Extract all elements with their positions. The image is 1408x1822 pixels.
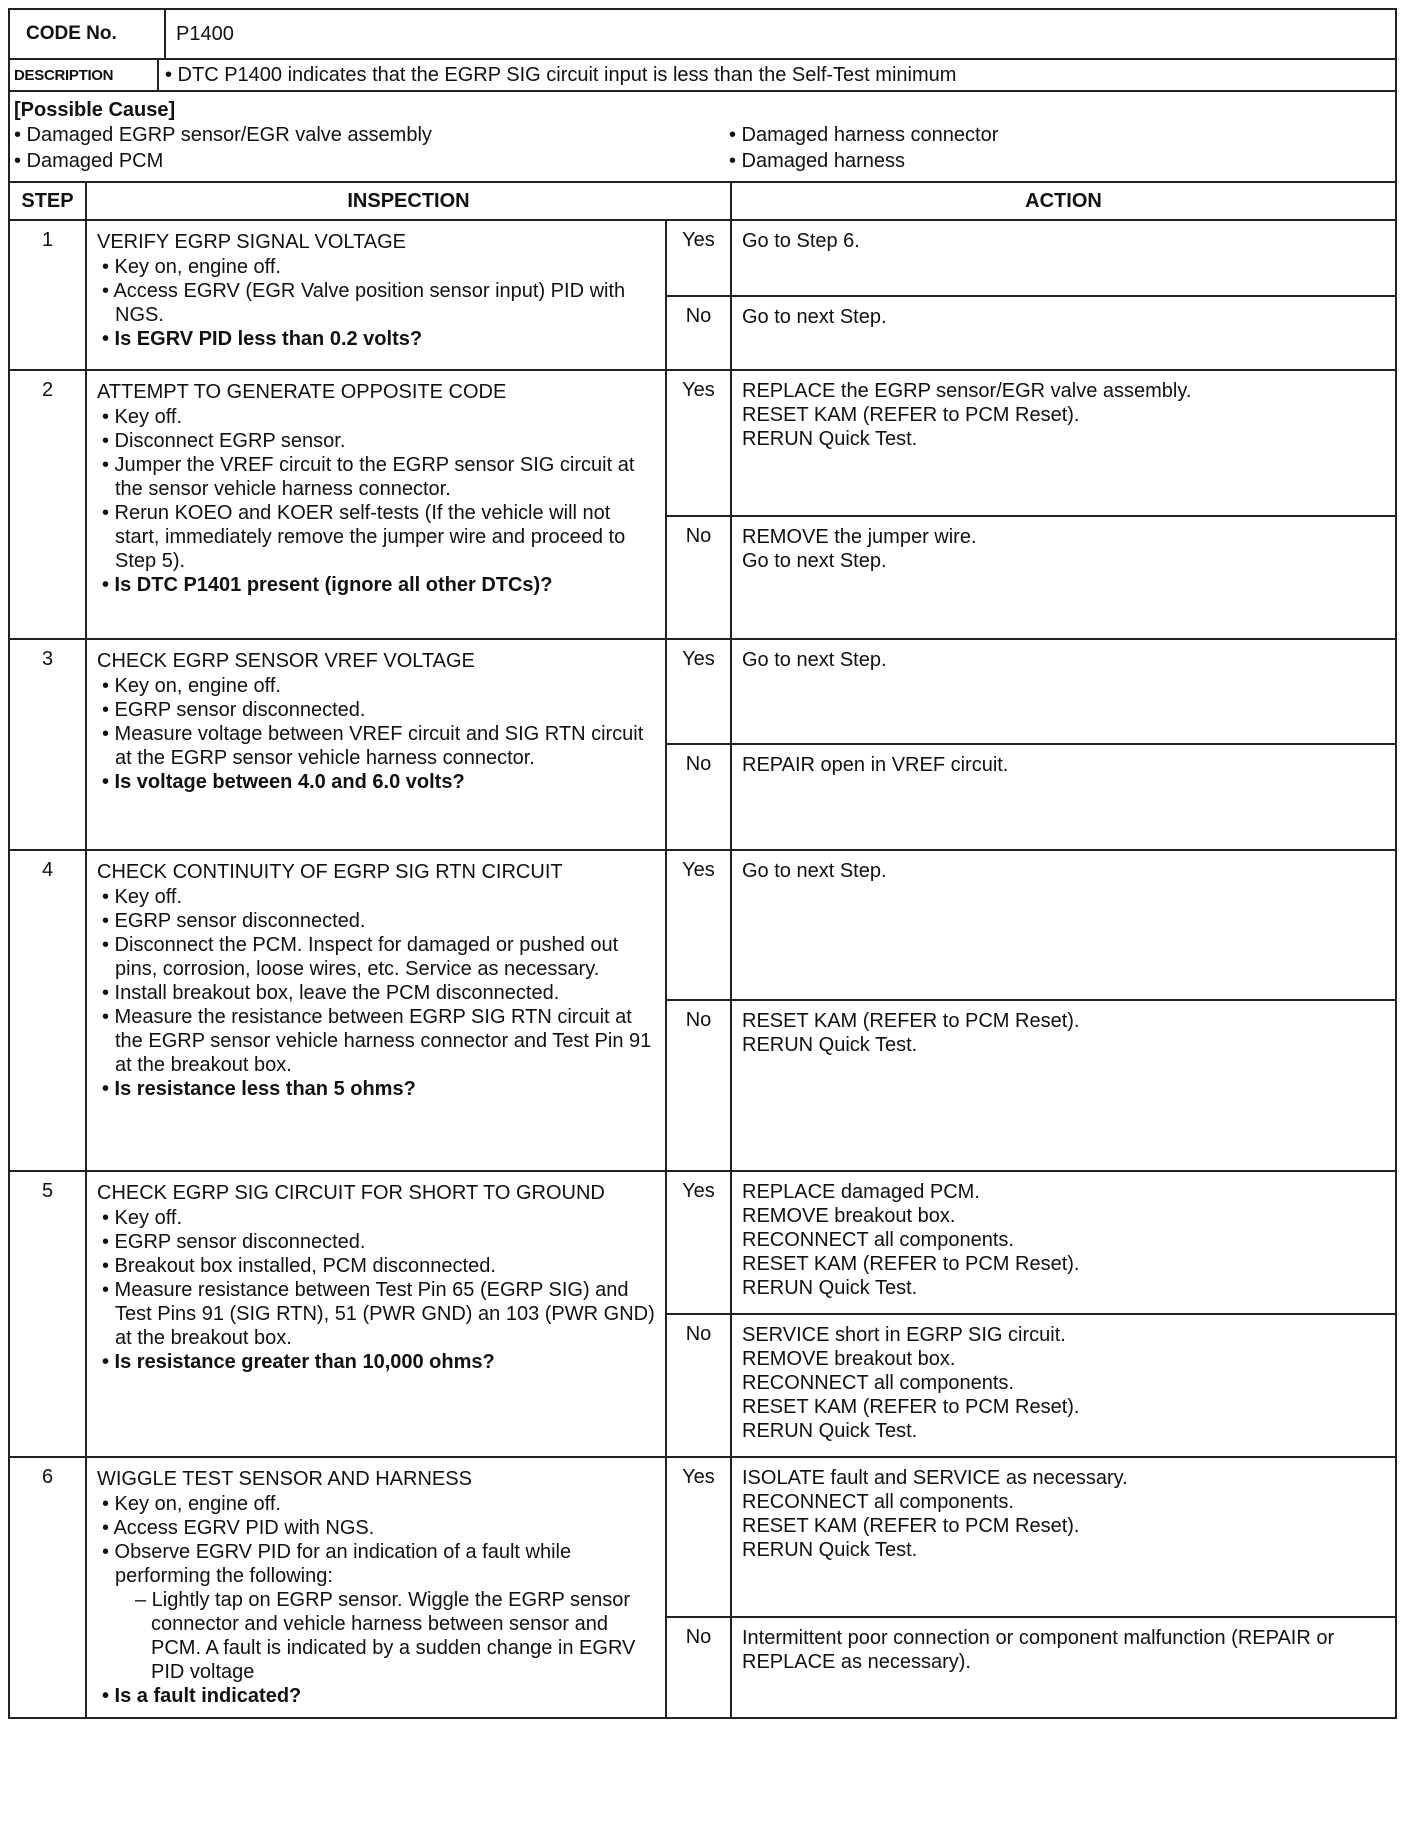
action-line: RERUN Quick Test. xyxy=(742,1034,918,1056)
inspection-bullet: • Access EGRV (EGR Valve position sensor input) PID with NGS. xyxy=(102,280,626,326)
inspection-bullet: • Disconnect the PCM. Inspect for damaged or pushed out pins, corrosion, loose wires, etc. Service as necessary. xyxy=(102,934,619,980)
inspection-question: • Is resistance less than 5 ohms? xyxy=(102,1078,416,1100)
yes-label: Yes xyxy=(666,639,731,744)
step-number: 2 xyxy=(9,370,86,639)
action-line: REMOVE breakout box. xyxy=(742,1348,956,1370)
action-line: Intermittent poor connection or component malfunction (REPAIR or REPLACE as necessary). xyxy=(742,1627,1335,1673)
step-number: 3 xyxy=(9,639,86,850)
step-number: 4 xyxy=(9,850,86,1171)
action-line: REPAIR open in VREF circuit. xyxy=(742,754,1009,776)
inspection-bullet: • Key off. xyxy=(102,886,183,908)
step-row-2 xyxy=(9,370,1396,516)
action-line: RERUN Quick Test. xyxy=(742,1420,918,1442)
action-line: RECONNECT all components. xyxy=(742,1491,1014,1513)
inspection-question: • Is resistance greater than 10,000 ohms? xyxy=(102,1351,495,1373)
step-number: 6 xyxy=(9,1457,86,1718)
inspection-bullet: • EGRP sensor disconnected. xyxy=(102,910,366,932)
yes-label: Yes xyxy=(666,220,731,296)
no-label: No xyxy=(666,1617,731,1718)
action-line: RECONNECT all components. xyxy=(742,1372,1014,1394)
yes-action xyxy=(731,1457,1396,1617)
cause-item: • Damaged EGRP sensor/EGR valve assembly xyxy=(14,124,432,146)
yes-action xyxy=(731,1171,1396,1314)
yes-action xyxy=(731,370,1396,516)
action-line: RESET KAM (REFER to PCM Reset). xyxy=(742,1396,1080,1418)
action-line: REMOVE the jumper wire. xyxy=(742,526,977,548)
yes-action xyxy=(731,220,1396,296)
inspection-bullet: • EGRP sensor disconnected. xyxy=(102,1231,366,1253)
inspection-subbullet: – Lightly tap on EGRP sensor. Wiggle the EGRP sensor connector and vehicle harness between sensor and PCM. A fault is indicated by a sudden change in EGRV PID voltage xyxy=(135,1589,636,1683)
no-label: No xyxy=(666,1000,731,1171)
no-action xyxy=(731,744,1396,850)
code-value: P1400 xyxy=(165,9,1396,59)
inspection-cell xyxy=(86,220,666,370)
possible-cause-title: [Possible Cause] xyxy=(14,99,176,121)
no-action xyxy=(731,516,1396,639)
no-action xyxy=(731,1617,1396,1718)
step-number: 1 xyxy=(9,220,86,370)
step-column-header: STEP xyxy=(9,182,86,220)
inspection-bullet: • Access EGRV PID with NGS. xyxy=(102,1517,375,1539)
action-line: Go to next Step. xyxy=(742,550,887,572)
inspection-cell xyxy=(86,370,666,639)
cause-item: • Damaged PCM xyxy=(14,150,164,172)
step-row-1 xyxy=(9,220,1396,296)
action-line: RERUN Quick Test. xyxy=(742,1539,918,1561)
action-line: REPLACE the EGRP sensor/EGR valve assembly. xyxy=(742,380,1192,402)
yes-label: Yes xyxy=(666,1457,731,1617)
inspection-bullet: • Jumper the VREF circuit to the EGRP sensor SIG circuit at the sensor vehicle harness connector. xyxy=(102,454,635,500)
inspection-question: • Is a fault indicated? xyxy=(102,1685,302,1707)
inspection-bullet: • Install breakout box, leave the PCM disconnected. xyxy=(102,982,560,1004)
inspection-bullet: • Breakout box installed, PCM disconnected. xyxy=(102,1255,496,1277)
inspection-title: CHECK CONTINUITY OF EGRP SIG RTN CIRCUIT xyxy=(97,861,563,883)
steps-table xyxy=(8,181,1397,1719)
action-line: Go to next Step. xyxy=(742,306,887,328)
step-row-3 xyxy=(9,639,1396,744)
yes-label: Yes xyxy=(666,370,731,516)
inspection-bullet: • Measure the resistance between EGRP SIG RTN circuit at the EGRP sensor vehicle harness connector and Test Pin 91 at the breakout box. xyxy=(102,1006,652,1076)
inspection-title: CHECK EGRP SENSOR VREF VOLTAGE xyxy=(97,650,475,672)
inspection-bullet: • Measure resistance between Test Pin 65 (EGRP SIG) and Test Pins 91 (SIG RTN), 51 (PWR GND) an 103 (PWR GND) at the breakout box. xyxy=(102,1279,655,1349)
action-line: RESET KAM (REFER to PCM Reset). xyxy=(742,404,1080,426)
inspection-bullet: • Key off. xyxy=(102,1207,183,1229)
description-label: DESCRIPTION xyxy=(9,59,158,91)
yes-action xyxy=(731,639,1396,744)
action-line: SERVICE short in EGRP SIG circuit. xyxy=(742,1324,1066,1346)
action-line: RESET KAM (REFER to PCM Reset). xyxy=(742,1253,1080,1275)
inspection-title: WIGGLE TEST SENSOR AND HARNESS xyxy=(97,1468,472,1490)
inspection-question: • Is DTC P1401 present (ignore all other DTCs)? xyxy=(102,574,553,596)
code-label: CODE No. xyxy=(9,9,165,59)
inspection-question: • Is voltage between 4.0 and 6.0 volts? xyxy=(102,771,465,793)
inspection-bullet: • EGRP sensor disconnected. xyxy=(102,699,366,721)
no-action xyxy=(731,296,1396,370)
inspection-cell xyxy=(86,1457,666,1718)
inspection-bullet: • Key on, engine off. xyxy=(102,675,281,697)
inspection-bullet: • Observe EGRV PID for an indication of a fault while performing the following: xyxy=(102,1541,572,1587)
inspection-bullet: • Measure voltage between VREF circuit and SIG RTN circuit at the EGRP sensor vehicle harness connector. xyxy=(102,723,644,769)
no-action xyxy=(731,1314,1396,1457)
action-line: RERUN Quick Test. xyxy=(742,428,918,450)
inspection-title: CHECK EGRP SIG CIRCUIT FOR SHORT TO GROUND xyxy=(97,1182,605,1204)
step-row-6 xyxy=(9,1457,1396,1617)
description-value: • DTC P1400 indicates that the EGRP SIG circuit input is less than the Self-Test minimum xyxy=(158,59,1396,91)
action-line: Go to next Step. xyxy=(742,860,887,882)
action-line: RESET KAM (REFER to PCM Reset). xyxy=(742,1010,1080,1032)
inspection-bullet: • Key off. xyxy=(102,406,183,428)
action-line: REPLACE damaged PCM. xyxy=(742,1181,980,1203)
step-row-5 xyxy=(9,1171,1396,1314)
description-table xyxy=(8,58,1397,92)
yes-label: Yes xyxy=(666,1171,731,1314)
step-row-4 xyxy=(9,850,1396,1000)
action-line: REMOVE breakout box. xyxy=(742,1205,956,1227)
action-line: RESET KAM (REFER to PCM Reset). xyxy=(742,1515,1080,1537)
inspection-question: • Is EGRV PID less than 0.2 volts? xyxy=(102,328,423,350)
inspection-cell xyxy=(86,639,666,850)
action-line: Go to next Step. xyxy=(742,649,887,671)
no-label: No xyxy=(666,516,731,639)
inspection-column-header: INSPECTION xyxy=(86,182,731,220)
yes-label: Yes xyxy=(666,850,731,1000)
inspection-bullet: • Key on, engine off. xyxy=(102,256,281,278)
inspection-bullet: • Key on, engine off. xyxy=(102,1493,281,1515)
inspection-cell xyxy=(86,1171,666,1457)
inspection-title: VERIFY EGRP SIGNAL VOLTAGE xyxy=(97,231,406,253)
step-number: 5 xyxy=(9,1171,86,1457)
action-line: RERUN Quick Test. xyxy=(742,1277,918,1299)
cause-item: • Damaged harness connector xyxy=(729,124,999,146)
yes-action xyxy=(731,850,1396,1000)
inspection-bullet: • Rerun KOEO and KOER self-tests (If the vehicle will not start, immediately remove the jumper wire and proceed to Step 5). xyxy=(102,502,626,572)
possible-cause xyxy=(9,91,1396,182)
inspection-bullet: • Disconnect EGRP sensor. xyxy=(102,430,346,452)
action-line: Go to Step 6. xyxy=(742,230,860,252)
inspection-cell xyxy=(86,850,666,1171)
no-label: No xyxy=(666,296,731,370)
inspection-title: ATTEMPT TO GENERATE OPPOSITE CODE xyxy=(97,381,507,403)
header-table xyxy=(8,8,1397,60)
no-label: No xyxy=(666,1314,731,1457)
column-header-row xyxy=(9,182,1396,220)
diagnostic-document xyxy=(8,8,1397,1719)
cause-item: • Damaged harness xyxy=(729,150,905,172)
no-label: No xyxy=(666,744,731,850)
action-line: RECONNECT all components. xyxy=(742,1229,1014,1251)
action-line: ISOLATE fault and SERVICE as necessary. xyxy=(742,1467,1128,1489)
possible-cause-table xyxy=(8,90,1397,183)
no-action xyxy=(731,1000,1396,1171)
action-column-header: ACTION xyxy=(731,182,1396,220)
